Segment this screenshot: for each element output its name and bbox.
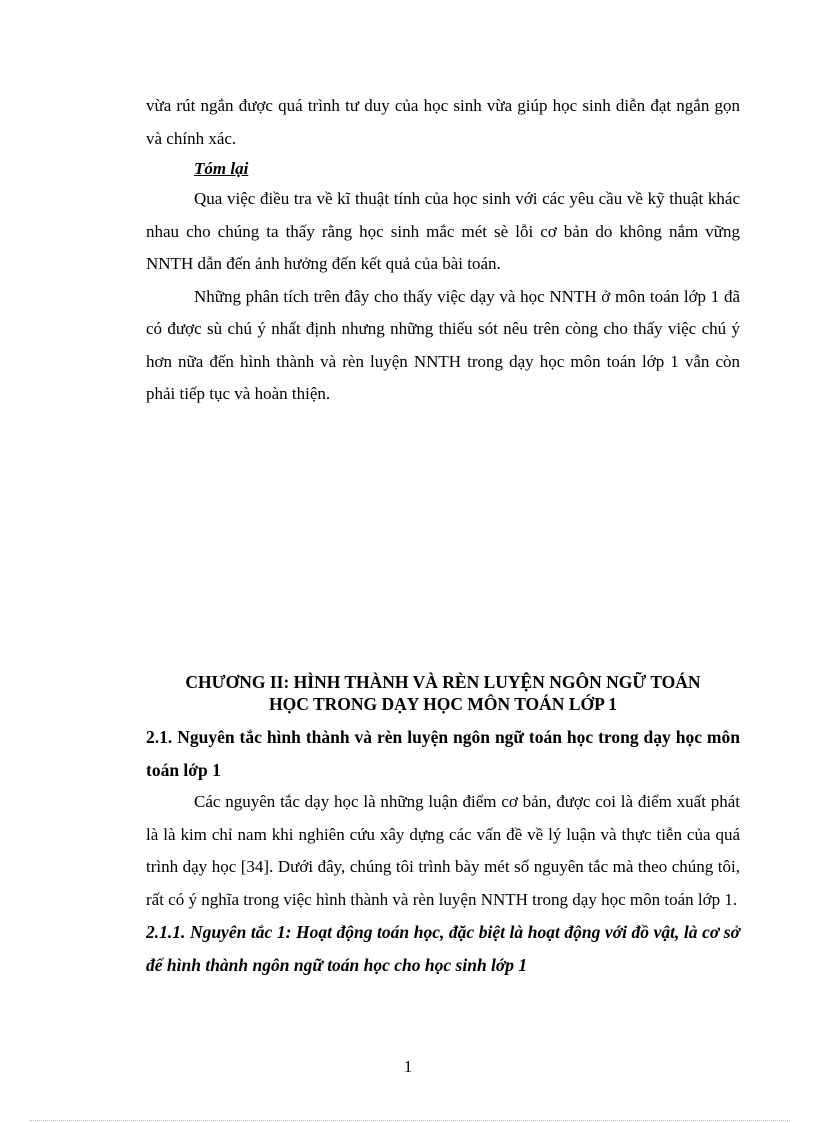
chapter-title (146, 671, 740, 715)
section-paragraph: Các nguyên tắc dạy học là những luận điểm cơ bản, được coi là điểm xuất phát là là kim chỉ nam khi nghiên cứu xây dựng các vấn đề về lý luận và thực tiễn của quá trình dạy học [34]. Dưới đây, chúng tôi trình bày mét số nguyên tắc mà theo chúng tôi, rất có ý nghĩa trong việc hình thành và rèn luyện NNTH trong dạy học môn toán lớp 1. (146, 792, 740, 909)
subsection-title: 2.1.1. Nguyên tắc 1: Hoạt động toán học, đặc biệt là hoạt động với đồ vật, là cơ sở để hình thành ngôn ngữ toán học cho học sinh lớp 1 (146, 922, 740, 975)
chapter-title-line-2: HỌC TRONG DẠY HỌC MÔN TOÁN LỚP 1 (269, 694, 617, 714)
page-number: 1 (403, 1057, 413, 1076)
summary-paragraph-2: Những phân tích trên đây cho thấy việc dạy và học NNTH ở môn toán lớp 1 đã có được sù chú ý nhất định nhưng những thiếu sót nêu trên còng cho thấy việc chú ý hơn nữa đến hình thành và rèn luyện NNTH trong dạy học môn toán lớp 1 vẫn còn phải tiếp tục và hoàn thiện. (146, 286, 740, 403)
summary-heading: Tóm lại (194, 159, 249, 178)
page-bottom-divider (30, 1120, 790, 1121)
chapter-title-line-1: CHƯƠNG II: HÌNH THÀNH VÀ RÈN LUYỆN NGÔN NGỮ TOÁN (185, 672, 701, 692)
continuation-paragraph: vừa rút ngắn được quá trình tư duy của học sinh vừa giúp học sinh diễn đạt ngắn gọn và chính xác. (146, 96, 740, 148)
section-title: 2.1. Nguyên tắc hình thành và rèn luyện ngôn ngữ toán học trong dạy học môn toán lớp 1 (146, 727, 740, 780)
chapter-block (146, 671, 740, 981)
top-text-block (146, 90, 740, 411)
summary-paragraph-1: Qua việc điều tra về kĩ thuật tính của học sinh với các yêu cầu về kỹ thuật khác nhau cho chúng ta thấy rằng học sinh mắc mét sè lỗi cơ bản do không nắm vững NNTH dẫn đến ảnh hưởng đến kết quả của bài toán. (146, 189, 740, 273)
